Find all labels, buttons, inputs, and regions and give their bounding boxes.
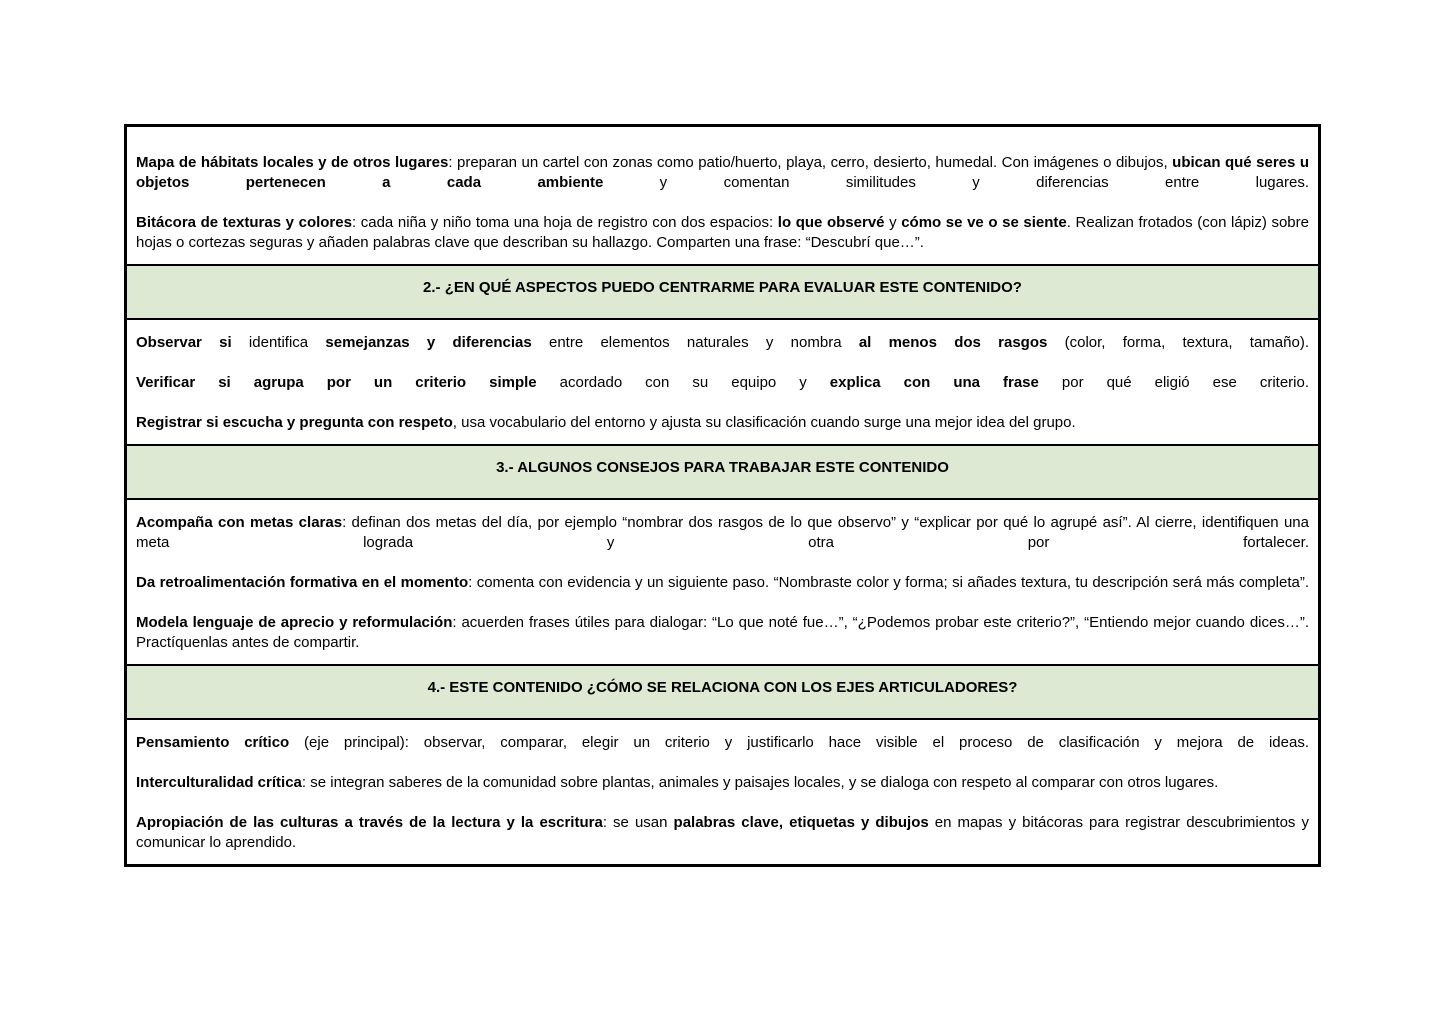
bold-text-run: ubican qué seres u objetos pertenecen a cada ambiente xyxy=(136,154,1309,191)
bold-text-run: lo que observé xyxy=(777,214,885,231)
bold-text-run: palabras clave, etiquetas y dibujos xyxy=(673,814,929,831)
bold-text-run: Bitácora de texturas y colores xyxy=(136,214,352,231)
section-evaluation-aspects xyxy=(127,320,1318,444)
bold-text-run: cómo se ve o se siente xyxy=(901,214,1067,231)
content-table xyxy=(124,124,1321,867)
text-run: : acuerden frases útiles para dialogar: “Lo que noté fue…”, “¿Podemos probar este criterio?”, “Entiendo mejor cuando dices…”. Practíquenlas antes de compartir. xyxy=(136,614,1309,651)
paragraph xyxy=(136,813,1309,853)
bold-text-run: Modela lenguaje de aprecio y reformulación xyxy=(136,614,453,631)
text-run: identifica xyxy=(231,334,326,351)
section-3-header xyxy=(127,444,1318,500)
text-run: por qué eligió ese criterio. xyxy=(1038,374,1309,391)
paragraph xyxy=(136,373,1309,393)
bold-text-run: al menos dos rasgos xyxy=(858,334,1048,351)
paragraph xyxy=(136,213,1309,253)
section-4-header xyxy=(127,664,1318,720)
bold-text-run: Pensamiento crítico xyxy=(136,734,290,751)
text-run: : cada niña y niño toma una hoja de registro con dos espacios: xyxy=(351,214,778,231)
paragraph xyxy=(136,513,1309,553)
section-header-label: 3.- ALGUNOS CONSEJOS PARA TRABAJAR ESTE CONTENIDO xyxy=(496,459,949,476)
text-run: : se integran saberes de la comunidad sobre plantas, animales y paisajes locales, y se dialoga con respeto al comparar con otros lugares. xyxy=(301,774,1219,791)
paragraph xyxy=(136,733,1309,753)
section-header-label: 4.- ESTE CONTENIDO ¿CÓMO SE RELACIONA CON LOS EJES ARTICULADORES? xyxy=(427,679,1018,696)
text-run: (eje principal): observar, comparar, elegir un criterio y justificarlo hace visible el proceso de clasificación y mejora de ideas. xyxy=(289,734,1309,751)
text-run: . Realizan frotados (con lápiz) sobre hojas o cortezas seguras y añaden palabras clave que describan su hallazgo. Comparten una frase: “Descubrí que…”. xyxy=(136,214,1309,251)
text-run: y comentan similitudes y diferencias entre lugares. xyxy=(603,174,1309,191)
text-run: acordado con su equipo y xyxy=(536,374,830,391)
text-run: (color, forma, textura, tamaño). xyxy=(1047,334,1309,351)
bold-text-run: explica con una frase xyxy=(829,374,1039,391)
paragraph xyxy=(136,613,1309,653)
text-run: : comenta con evidencia y un siguiente paso. “Nombraste color y forma; si añades textura, tu descripción será más completa”. xyxy=(468,574,1309,591)
text-run: : se usan xyxy=(602,814,674,831)
section-header-label: 2.- ¿EN QUÉ ASPECTOS PUEDO CENTRARME PARA EVALUAR ESTE CONTENIDO? xyxy=(423,279,1022,296)
text-run: : preparan un cartel con zonas como patio/huerto, playa, cerro, desierto, humedal. Con imágenes o dibujos, xyxy=(448,154,1173,171)
text-run: en mapas y bitácoras para registrar descubrimientos y comunicar lo aprendido. xyxy=(136,814,1309,851)
bold-text-run: Registrar si escucha y pregunta con respeto xyxy=(136,414,453,431)
paragraph xyxy=(136,413,1309,433)
bold-text-run: Da retroalimentación formativa en el momento xyxy=(136,574,469,591)
bold-text-run: Interculturalidad crítica xyxy=(136,774,302,791)
bold-text-run: Apropiación de las culturas a través de la lectura y la escritura xyxy=(136,814,603,831)
bold-text-run: Mapa de hábitats locales y de otros lugares xyxy=(136,154,449,171)
section-teaching-tips xyxy=(127,500,1318,664)
text-run: y xyxy=(884,214,902,231)
text-run: , usa vocabulario del entorno y ajusta su clasificación cuando surge una mejor idea del grupo. xyxy=(452,414,1076,431)
section-2-header xyxy=(127,264,1318,320)
section-activities xyxy=(127,127,1318,264)
paragraph xyxy=(136,153,1309,193)
bold-text-run: semejanzas y diferencias xyxy=(325,334,532,351)
section-ejes-articuladores xyxy=(127,720,1318,864)
paragraph xyxy=(136,333,1309,353)
text-run: entre elementos naturales y nombra xyxy=(531,334,859,351)
paragraph xyxy=(136,773,1309,793)
bold-text-run: Verificar si agrupa por un criterio simple xyxy=(136,374,537,391)
paragraph xyxy=(136,573,1309,593)
bold-text-run: Observar si xyxy=(136,334,232,351)
bold-text-run: Acompaña con metas claras xyxy=(136,514,343,531)
text-run: : definan dos metas del día, por ejemplo “nombrar dos rasgos de lo que observo” y “explicar por qué lo agrupé así”. Al cierre, identifiquen una meta lograda y otra por fortalecer. xyxy=(136,514,1309,551)
